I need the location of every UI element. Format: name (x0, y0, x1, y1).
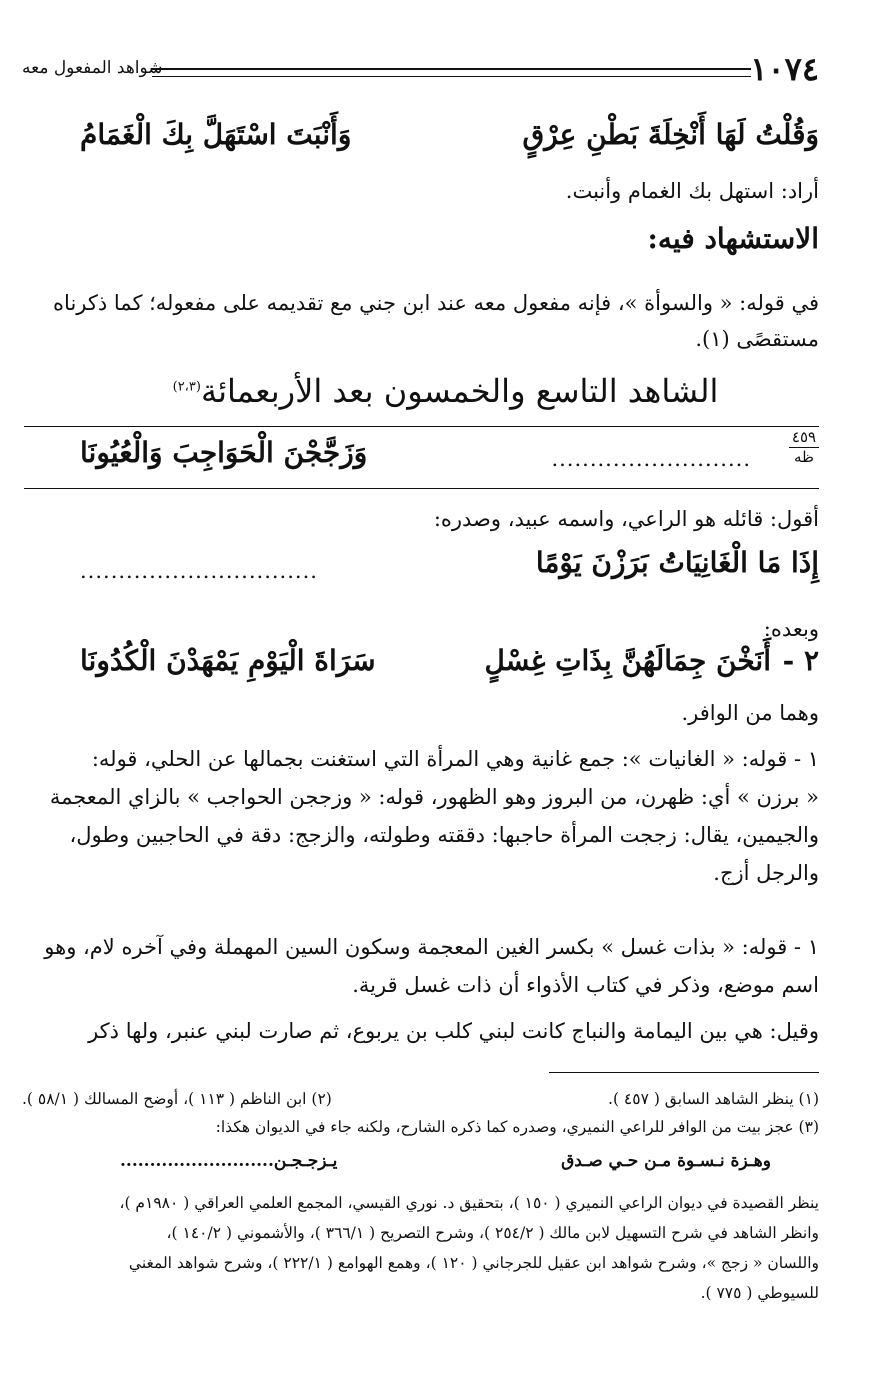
verse2-number: ٢ - (782, 644, 819, 677)
witness-number-bottom: ظه (794, 448, 814, 466)
commentary2-line-2: اسم موضع، وذكر في كتاب الأذواء أن ذات غسل قرية. (352, 973, 819, 997)
footnote-rule (549, 1072, 819, 1073)
witness-hemistich: وَزَجَّجْنَ الْحَوَاجِبَ وَالْعُيُونَا (80, 436, 368, 469)
baadahu: وبعده: (763, 617, 819, 641)
witness-number (789, 430, 819, 465)
sources-line-2: وانظر الشاهد في شرح التسهيل لابن مالك ( ٢٥٤/٢ )، وشرح التصريح ( ٣٦٦/١ )، والأشموني ( ١٤٠/٢ )، (166, 1224, 819, 1242)
commentary2-line-1: ١ - قوله: « بذات غسل » بكسر الغين المعجمة وسكون السين المهملة وفي آخره لام، وهو (44, 935, 819, 959)
verse2-first: أَنَخْنَ جِمَالَهُنَّ بِذَاتِ غِسْلٍ (484, 644, 771, 677)
istishhad-heading: الاستشهاد فيه: (647, 222, 819, 255)
section-note-ref: (٢،٣) (172, 379, 201, 395)
aqul-line: أقول: قائله هو الراعي، واسمه عبيد، وصدره: (433, 507, 819, 531)
footnote-2: (٢) ابن الناظم ( ١١٣ )، أوضح المسالك ( ٥٨/١ ). (22, 1090, 332, 1108)
witness-rule (24, 488, 819, 489)
sadr-dots: ............................... (80, 559, 318, 583)
sadr-verse: إِذَا مَا الْغَانِيَاتُ بَرَزْنَ يَوْمًا (535, 546, 819, 579)
footnote-1: (١) ينظر الشاهد السابق ( ٤٥٧ ). (608, 1090, 819, 1108)
murad-line: أراد: استهل بك الغمام وأنبت. (565, 179, 819, 203)
diwan-verse-second: يـزجـجـن.......................... (120, 1151, 338, 1171)
sources-line-3: واللسان « زجج »، وشرح شواهد ابن عقيل للجرجاني ( ١٢٠ )، وهمع الهوامع ( ٢٢٢/١ )، وشرح شواهد المغني (128, 1254, 819, 1272)
section-rule (24, 426, 819, 427)
commentary3-line: وقيل: هي بين اليمامة والنباج كانت لبني كلب بن يربوع، ثم صارت لبني عنبر، ولها ذكر (88, 1019, 819, 1043)
section-title (0, 372, 891, 410)
prev-verse-first: وَقُلْتُ لَهَا أَنْخِلَةَ بَطْنِ عِرْقٍ (522, 118, 819, 151)
prev-verse-second: وَأَنْبَتَ اسْتَهَلَّ بِكَ الْغَمَامُ (80, 118, 352, 151)
meter-line: وهما من الوافر. (681, 701, 819, 725)
section-title-text: الشاهد التاسع والخمسون بعد الأربعمائة (200, 372, 719, 410)
verse2-second: سَرَاةَ الْيَوْمِ يَمْهَدْنَ الْكُدُونَا (80, 644, 376, 677)
page-number: ١٠٧٤ (750, 50, 819, 88)
witness-number-top: ٤٥٩ (791, 428, 817, 446)
commentary1-line-2: « برزن » أي: ظهرن، من البروز وهو الظهور، قوله: « وزججن الحواجب » بالزاي المعجمة (49, 785, 819, 809)
footnote-3: (٣) عجز بيت من الوافر للراعي النميري، وصدره كما ذكره الشارح، ولكنه جاء في الديوان هكذا: (215, 1118, 819, 1136)
sources-line-4: للسيوطي ( ٧٧٥ ). (700, 1284, 819, 1302)
commentary1-line-4: والرجل أزج. (713, 861, 819, 885)
commentary1-line-1: ١ - قوله: « الغانيات »: جمع غانية وهي المرأة التي استغنت بجمالها عن الحلي، قوله: (91, 747, 819, 771)
istishhad-line-2: مستقصًى (١). (695, 327, 819, 351)
istishhad-line-1: في قوله: « والسوأة »، فإنه مفعول معه عند ابن جني مع تقديمه على مفعوله؛ كما ذكرناه (53, 291, 819, 315)
header-rule (152, 68, 751, 77)
diwan-verse-first: وهـزة نـسـوة مـن حـي صـدق (561, 1151, 771, 1171)
running-title: شواهد المفعول معه (22, 58, 163, 78)
witness-dots: .......................... (551, 447, 751, 471)
sources-line-1: ينظر القصيدة في ديوان الراعي النميري ( ١٥٠ )، بتحقيق د. نوري القيسي، المجمع العلمي العراقي ( ١٩٨٠م )، (119, 1194, 819, 1212)
commentary1-line-3: والجيمين، يقال: زججت المرأة حاجبها: دققته وطولته، والزجج: دقة في الحاجبين وطول، (69, 823, 819, 847)
